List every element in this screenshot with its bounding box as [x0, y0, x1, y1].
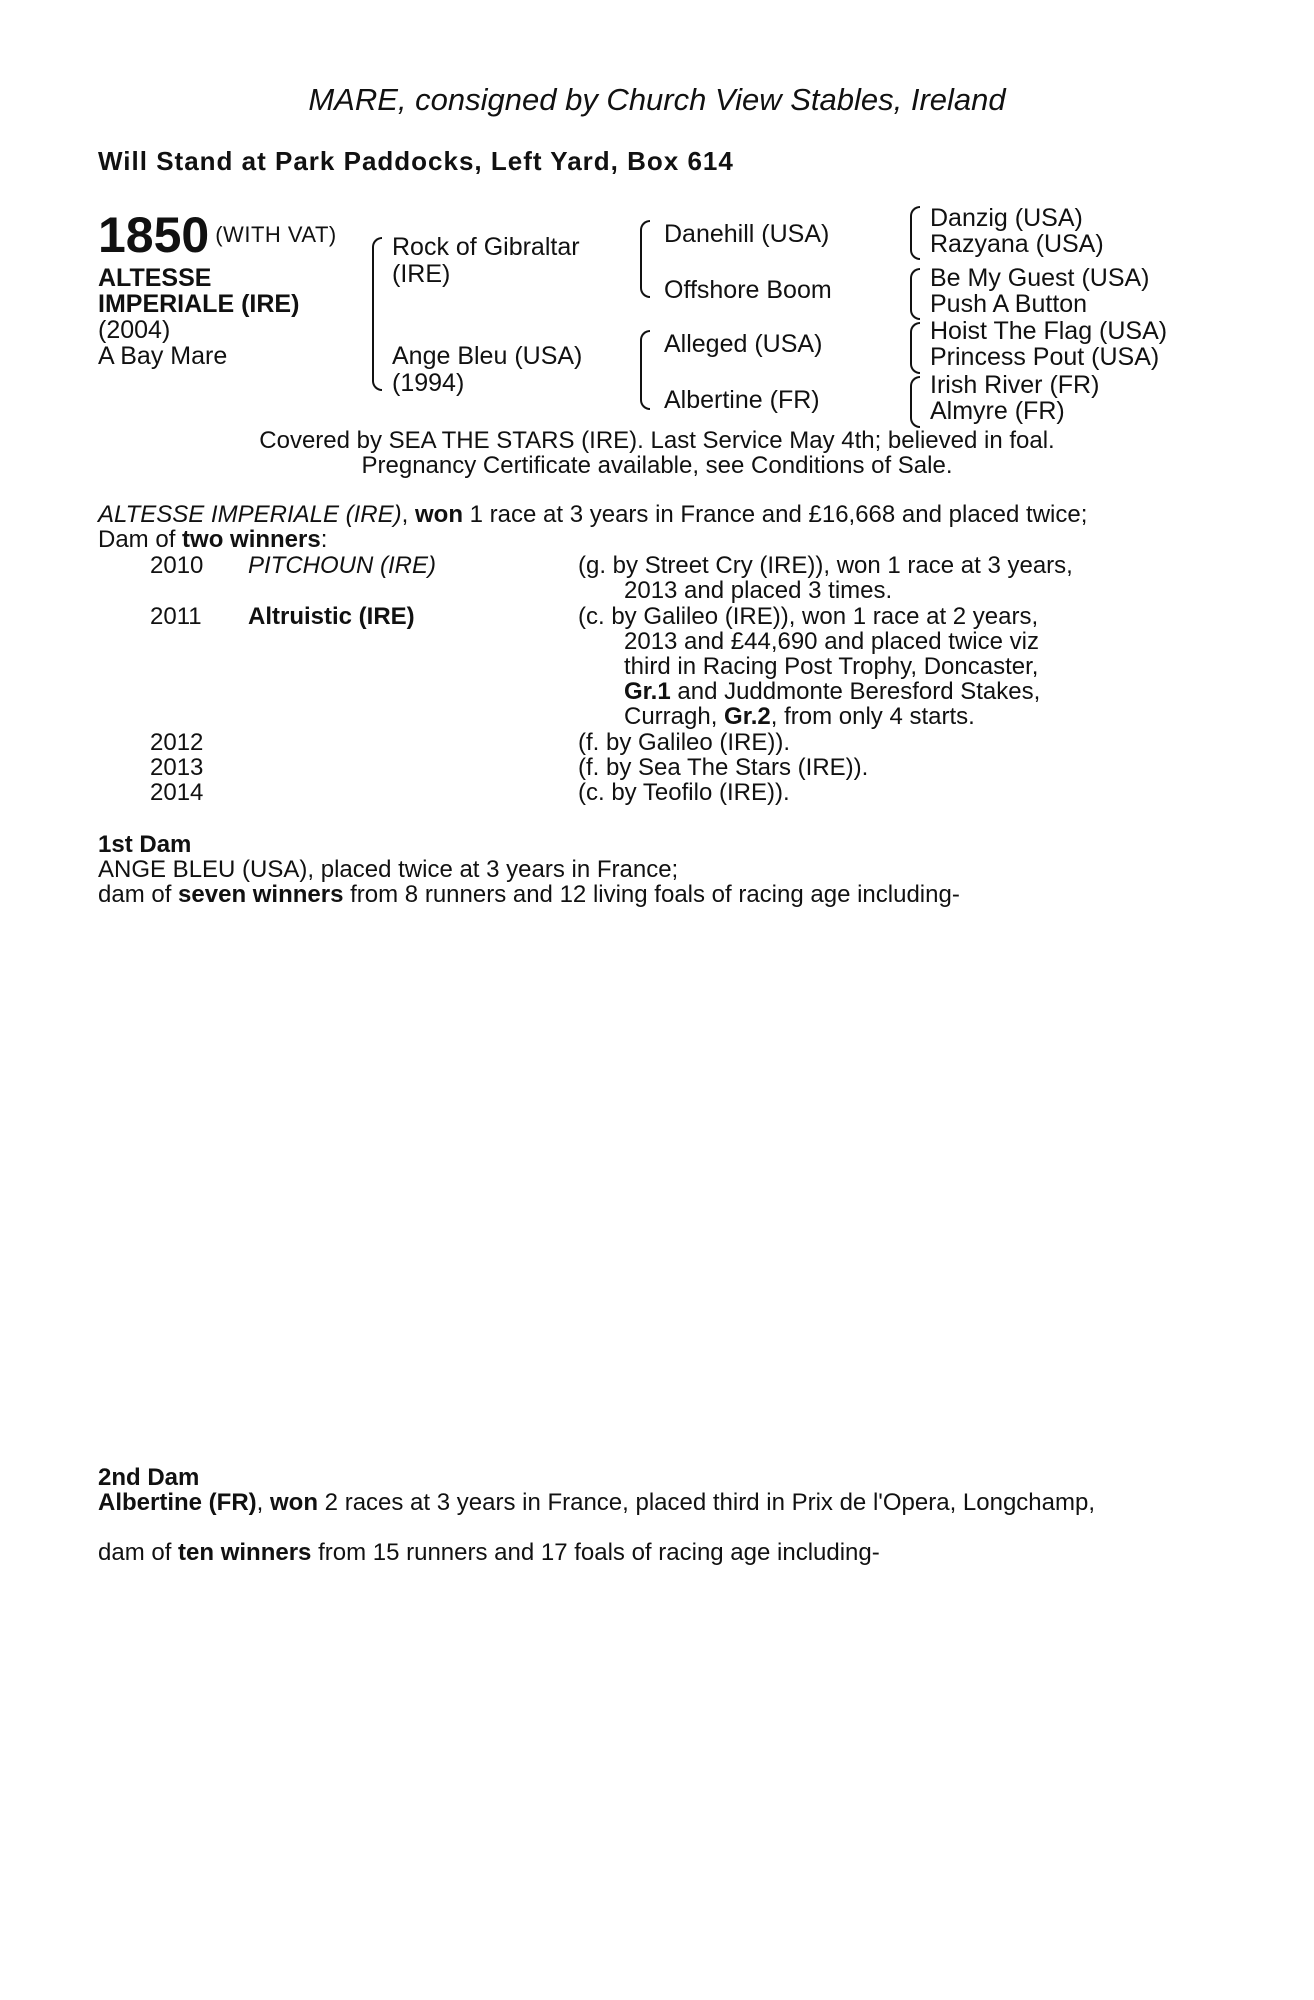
pedigree-dam-sire: Alleged (USA) [664, 330, 823, 358]
produce-detail-2014: (c. by Teofilo (IRE)). [578, 779, 790, 806]
pedigree-brace-dam [640, 330, 650, 410]
second-dam-name: Albertine (FR) [98, 1489, 257, 1516]
produce-detail-2011-5 [624, 704, 975, 729]
horse-year: (2004) [98, 316, 171, 344]
first-dam-dam-of: dam of [98, 881, 179, 908]
produce-detail-2010-2: 2013 and placed 3 times. [624, 577, 893, 604]
horse-description: A Bay Mare [98, 342, 228, 370]
pedigree-sds: Be My Guest (USA) [930, 264, 1150, 292]
first-dam-line1: ANGE BLEU (USA), placed twice at 3 years in France; [98, 856, 679, 883]
vat-label: (WITH VAT) [215, 222, 337, 247]
first-dam-runners: from 8 runners and 12 living foals of racing age including- [343, 881, 960, 908]
first-dam-line2 [98, 882, 960, 907]
second-dam-title: 2nd Dam [98, 1464, 200, 1491]
pedigree-brace-sire [640, 220, 650, 298]
pedigree-dss: Hoist The Flag (USA) [930, 317, 1168, 345]
pregnancy-note: Pregnancy Certificate available, see Conditions of Sale. [361, 452, 953, 479]
pedigree-sss: Danzig (USA) [930, 204, 1083, 232]
produce-detail-2012: (f. by Galileo (IRE)). [578, 729, 791, 756]
lot-number [98, 207, 337, 263]
mare-record-name: ALTESSE IMPERIALE (IRE) [98, 501, 402, 528]
mare-winners-count: two winners [182, 526, 321, 553]
consignor-heading: MARE, consigned by Church View Stables, Ireland [308, 82, 1006, 117]
produce-name-2010: PITCHOUN (IRE) [248, 552, 436, 579]
pedigree-brace-gen1 [372, 237, 382, 391]
mare-record-rest: 1 race at 3 years in France and £16,668 and placed twice; [462, 501, 1088, 528]
produce-year-2013: 2013 [150, 754, 204, 781]
produce-detail-2011-3: third in Racing Post Trophy, Doncaster, [624, 653, 1039, 680]
produce-detail-2011-5-text: Curragh, [624, 703, 725, 730]
mare-record-won: won [414, 501, 463, 528]
mare-dam-of [98, 527, 327, 552]
second-dam-won: won [270, 1489, 319, 1516]
produce-year-2010: 2010 [150, 552, 204, 579]
produce-detail-2011-5-end: , from only 4 starts. [770, 703, 975, 730]
pedigree-brace-dd [910, 376, 920, 428]
pedigree-sire-sire: Danehill (USA) [664, 220, 830, 248]
second-dam-line1-rest: 2 races at 3 years in France, placed third in Prix de l'Opera, Longchamp, [318, 1489, 1095, 1516]
horse-name-line2: IMPERIALE (IRE) [98, 290, 300, 318]
mare-dam-of-label: Dam of [98, 526, 183, 553]
lot-number-value: 1850 [98, 207, 210, 263]
produce-year-2014: 2014 [150, 779, 204, 806]
second-dam-dam-of-label: dam of [98, 1539, 179, 1566]
produce-name-2011: Altruistic (IRE) [248, 603, 415, 630]
pedigree-ddd: Almyre (FR) [930, 397, 1065, 425]
produce-detail-2011-4-text: and Juddmonte Beresford Stakes, [670, 678, 1041, 705]
second-dam-dam-of [98, 1540, 880, 1565]
pedigree-dds: Irish River (FR) [930, 371, 1100, 399]
pedigree-dam-dam: Albertine (FR) [664, 386, 820, 414]
pedigree-dam-year: (1994) [392, 369, 465, 397]
mare-dam-of-colon: : [320, 526, 328, 553]
produce-detail-2013: (f. by Sea The Stars (IRE)). [578, 754, 869, 781]
produce-detail-2011-1: (c. by Galileo (IRE)), won 1 race at 2 years, [578, 603, 1039, 630]
produce-detail-2011-4 [624, 679, 1040, 704]
grade-gr2: Gr.2 [724, 703, 771, 730]
first-dam-winners: seven winners [178, 881, 344, 908]
pedigree-sire-country: (IRE) [392, 260, 451, 288]
pedigree-ssd: Razyana (USA) [930, 230, 1104, 258]
produce-year-2012: 2012 [150, 729, 204, 756]
pedigree-sdd: Push A Button [930, 290, 1088, 318]
horse-name-line1: ALTESSE [98, 264, 212, 292]
second-dam-line1: Albertine (FR), won 2 races at 3 years in France, placed third in Prix de l'Opera, Longchamp, [98, 1489, 1095, 1516]
produce-year-2011: 2011 [150, 603, 202, 630]
first-dam-title: 1st Dam [98, 831, 192, 858]
pedigree-dam: Ange Bleu (USA) [392, 342, 583, 370]
covered-by: Covered by SEA THE STARS (IRE). Last Service May 4th; believed in foal. [259, 427, 1055, 454]
pedigree-brace-sd [910, 268, 920, 320]
mare-record: ALTESSE IMPERIALE (IRE), won 1 race at 3 years in France and £16,668 and placed twice; [98, 501, 1088, 528]
second-dam-winners: ten winners [178, 1539, 312, 1566]
pedigree-dsd: Princess Pout (USA) [930, 343, 1160, 371]
grade-gr1: Gr.1 [624, 678, 671, 705]
pedigree-brace-ss [910, 206, 920, 260]
produce-detail-2010-1: (g. by Street Cry (IRE)), won 1 race at 3 years, [578, 552, 1073, 579]
produce-detail-2011-2: 2013 and £44,690 and placed twice viz [624, 628, 1039, 655]
pedigree-sire-dam: Offshore Boom [664, 276, 832, 304]
second-dam-runners: from 15 runners and 17 foals of racing age including- [311, 1539, 880, 1566]
pedigree-brace-ds [910, 322, 920, 374]
pedigree-sire: Rock of Gibraltar [392, 233, 580, 261]
stand-location: Will Stand at Park Paddocks, Left Yard, Box 614 [98, 146, 734, 176]
